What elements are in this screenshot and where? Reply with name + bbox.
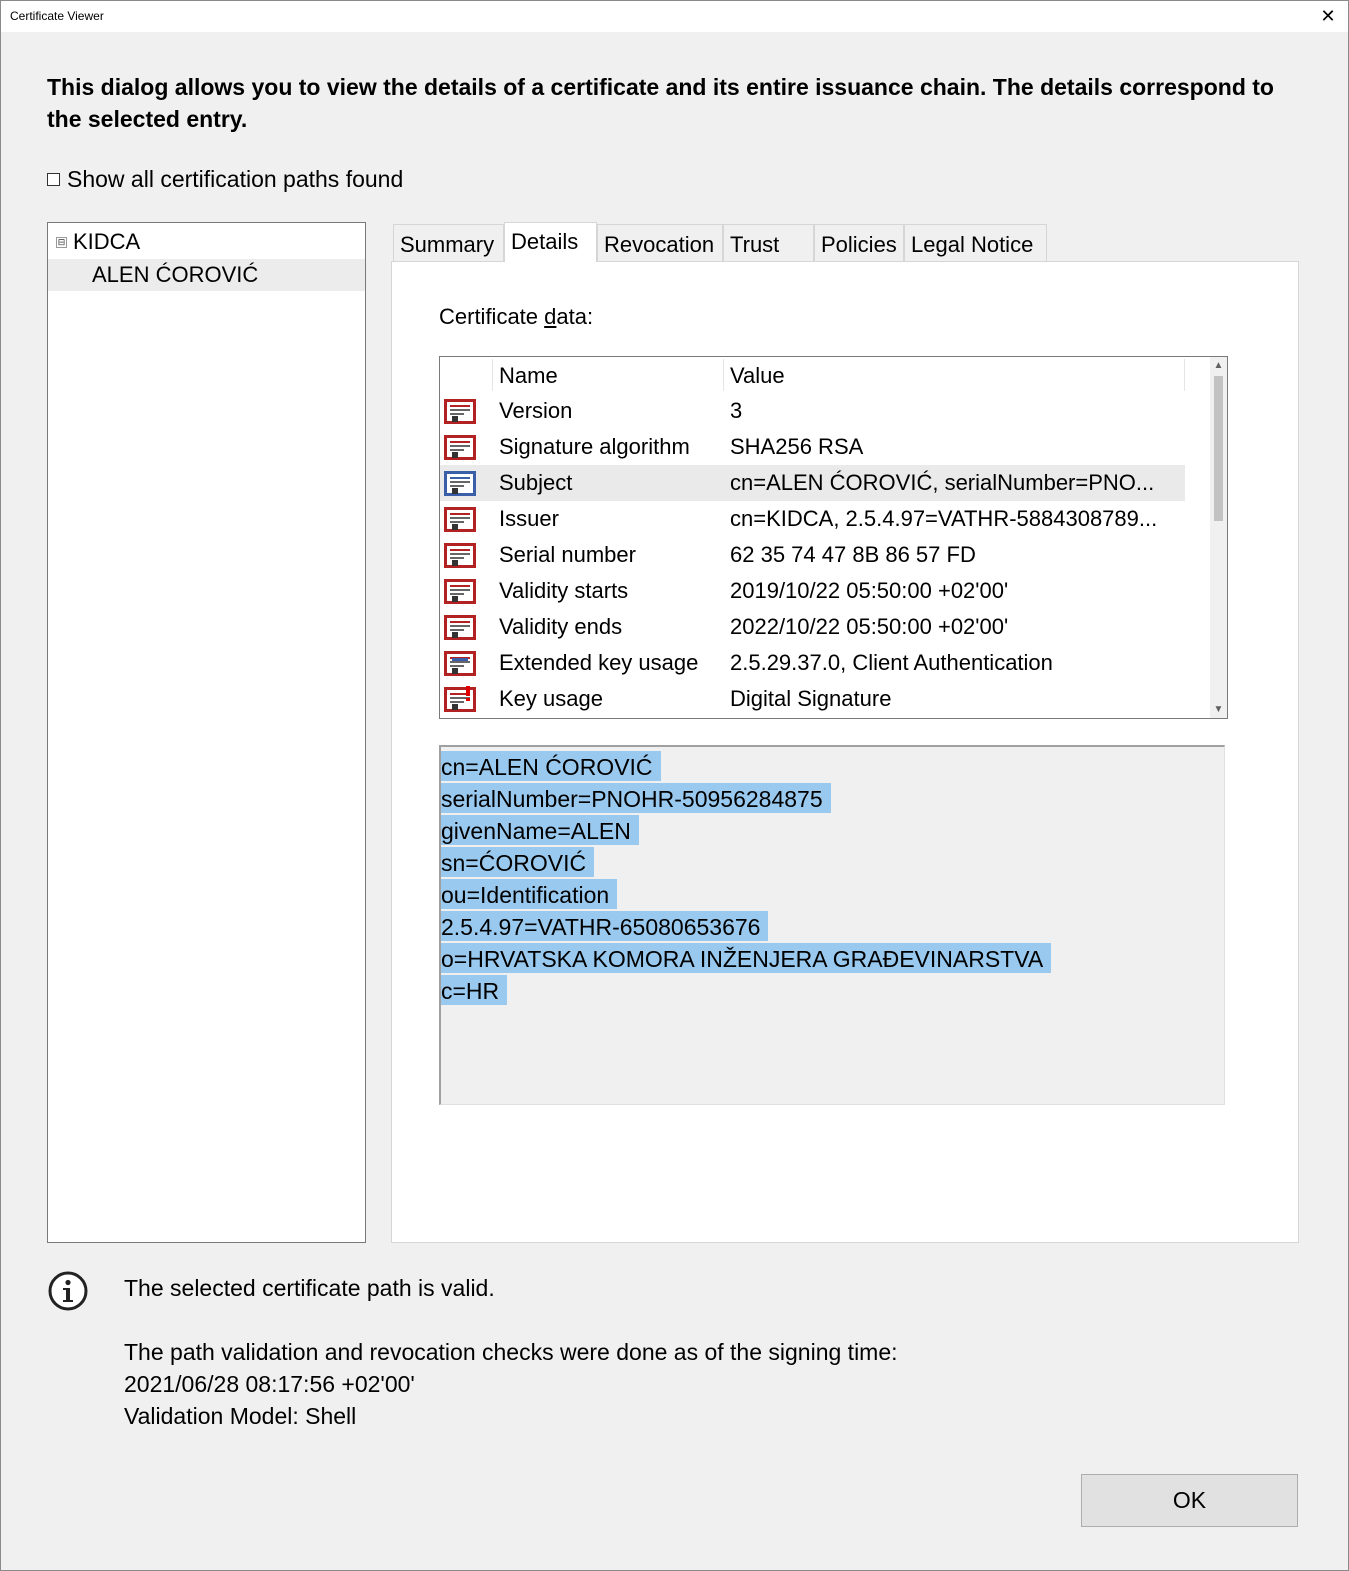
- row-name: Extended key usage: [499, 650, 699, 675]
- ok-button[interactable]: OK: [1081, 1474, 1298, 1527]
- details-panel: [391, 261, 1299, 1243]
- validation-time-text: The path validation and revocation checks were done as of the signing time:: [124, 1339, 898, 1365]
- certificate-icon: [444, 613, 476, 641]
- row-name: Validity ends: [499, 614, 623, 639]
- extension-icon: [444, 649, 476, 677]
- column-header-value[interactable]: Value: [730, 363, 785, 388]
- table-row[interactable]: [440, 465, 1185, 501]
- table-row[interactable]: [440, 537, 1185, 573]
- row-name: Key usage: [499, 686, 603, 711]
- tree-child-label: ALEN ĆOROVIĆ: [92, 262, 259, 287]
- path-valid-text: The selected certificate path is valid.: [124, 1275, 495, 1301]
- subject-line: [441, 783, 1224, 815]
- selected-text: serialNumber=PNOHR-50956284875: [441, 783, 831, 813]
- certificate-icon: [444, 433, 476, 461]
- signing-time: 2021/06/28 08:17:56 +02'00': [124, 1371, 415, 1397]
- row-name: Serial number: [499, 542, 636, 567]
- tab-legal-notice[interactable]: Legal Notice: [904, 224, 1047, 262]
- row-name: Subject: [499, 470, 573, 495]
- subject-line: [441, 943, 1224, 975]
- certificate-icon: [444, 577, 476, 605]
- scroll-thumb[interactable]: [1214, 376, 1223, 521]
- tree-root-label: KIDCA: [73, 229, 141, 254]
- list-scrollbar[interactable]: [1210, 357, 1227, 718]
- certificate-icon: [444, 397, 476, 425]
- title-bar: [1, 1, 1348, 32]
- table-row[interactable]: [440, 573, 1185, 609]
- certificate-fields-list[interactable]: [439, 356, 1228, 719]
- selected-text: cn=ALEN ĆOROVIĆ: [441, 751, 661, 781]
- row-name: Signature algorithm: [499, 434, 690, 459]
- certificate-chain-tree: [47, 222, 366, 1243]
- tab-details[interactable]: Details: [504, 222, 597, 262]
- field-value-textbox[interactable]: [439, 745, 1225, 1105]
- tab-revocation[interactable]: Revocation: [597, 224, 723, 262]
- selected-text: givenName=ALEN: [441, 815, 639, 845]
- row-value: Digital Signature: [730, 686, 892, 711]
- row-value: 3: [730, 398, 743, 423]
- tree-item-root[interactable]: [56, 226, 140, 258]
- list-header: [440, 357, 1210, 393]
- status-message: [124, 1272, 898, 1432]
- tree-item-child-selected[interactable]: [48, 259, 365, 291]
- subject-line: [441, 879, 1224, 911]
- subject-line: [441, 751, 1224, 783]
- row-value: cn=ALEN ĆOROVIĆ, serialNumber=PNO...: [730, 470, 1155, 495]
- certificate-data-label: Certificate data:: [439, 304, 594, 329]
- row-value: cn=KIDCA, 2.5.4.97=VATHR-5884308789...: [730, 506, 1158, 531]
- table-row[interactable]: [440, 681, 1185, 717]
- table-row[interactable]: [440, 393, 1185, 429]
- scroll-up-icon[interactable]: ▲: [1213, 360, 1224, 371]
- validation-model: Validation Model: Shell: [124, 1403, 357, 1429]
- checkbox-box[interactable]: [47, 173, 60, 186]
- column-header-name[interactable]: Name: [499, 363, 558, 388]
- subject-line: [441, 847, 1224, 879]
- critical-extension-icon: [444, 685, 476, 713]
- selected-text: sn=ĆOROVIĆ: [441, 847, 594, 877]
- table-row[interactable]: [440, 501, 1185, 537]
- subject-line: [441, 975, 1224, 1007]
- tab-summary[interactable]: Summary: [393, 224, 504, 262]
- info-icon: [48, 1271, 88, 1311]
- certificate-icon: [444, 505, 476, 533]
- table-row[interactable]: [440, 429, 1185, 465]
- subject-line: [441, 815, 1224, 847]
- selected-text: o=HRVATSKA KOMORA INŽENJERA GRAĐEVINARSTVA: [441, 943, 1051, 973]
- row-value: 62 35 74 47 8B 86 57 FD: [730, 542, 976, 567]
- row-value: SHA256 RSA: [730, 434, 864, 459]
- table-row[interactable]: [440, 645, 1185, 681]
- row-value: 2022/10/22 05:50:00 +02'00': [730, 614, 1009, 639]
- row-name: Version: [499, 398, 573, 423]
- show-all-paths-label: Show all certification paths found: [67, 165, 404, 192]
- tab-policies[interactable]: Policies: [814, 224, 904, 262]
- certificate-icon: [444, 469, 476, 497]
- selected-text: 2.5.4.97=VATHR-65080653676: [441, 911, 768, 941]
- intro-text: This dialog allows you to view the details of a certificate and its entire issuance chain. The details correspond to the selected entry.: [47, 74, 1274, 132]
- tab-trust[interactable]: Trust: [723, 224, 814, 262]
- row-name: Validity starts: [499, 578, 629, 603]
- row-value: 2.5.29.37.0, Client Authentication: [730, 650, 1053, 675]
- tab-strip: [393, 222, 1047, 262]
- collapse-icon[interactable]: ⊟: [57, 236, 66, 247]
- row-value: 2019/10/22 05:50:00 +02'00': [730, 578, 1009, 603]
- selected-text: c=HR: [441, 975, 507, 1005]
- scroll-down-icon[interactable]: ▼: [1213, 704, 1224, 715]
- selected-text: ou=Identification: [441, 879, 617, 909]
- show-all-paths-checkbox[interactable]: [47, 164, 403, 194]
- table-row[interactable]: [440, 609, 1185, 645]
- window-title: Certificate Viewer: [10, 9, 104, 23]
- row-name: Issuer: [499, 506, 559, 531]
- close-icon[interactable]: ✕: [1320, 6, 1336, 26]
- subject-line: [441, 911, 1224, 943]
- certificate-icon: [444, 541, 476, 569]
